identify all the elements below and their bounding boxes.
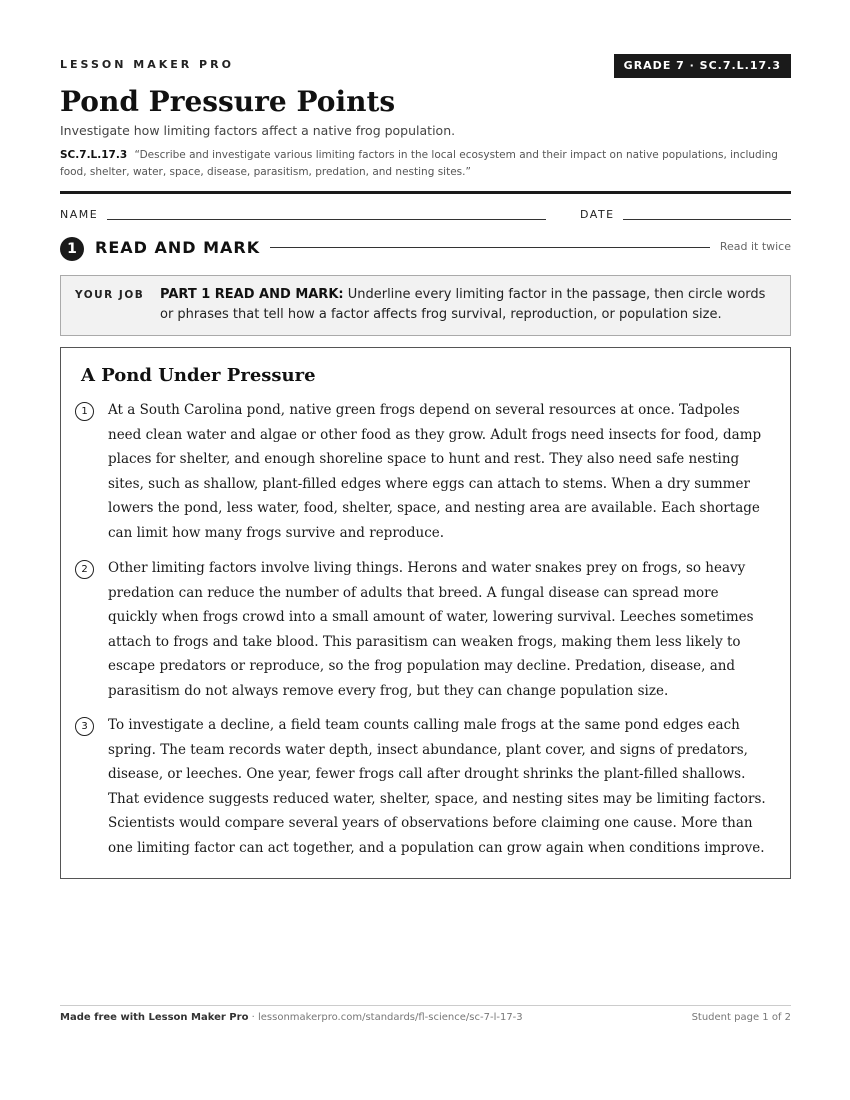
footer-divider [60,1005,791,1006]
standard-description [60,147,791,181]
page-subtitle: Investigate how limiting factors affect a native frog population. [60,123,456,138]
standard-text: “Describe and investigate various limiting factors in the local ecosystem and their impact on native populations, including food, shelter, water, space, disease, parasitism, predation, and nesting sites.” [60,149,778,178]
date-label: DATE [580,208,615,221]
worksheet-page [60,0,791,1100]
footer-separator: · [248,1012,258,1023]
name-field[interactable] [107,219,546,220]
instructions-body: Underline every limiting factor in the passage, then circle words or phrases that tell how a factor affects frog survival, reproduction, or population size. [160,287,766,322]
passage-paragraph: At a South Carolina pond, native green frogs depend on several resources at once. Tadpoles need clean water and algae or other food as they grow. Adult frogs need insects for food, damp places for shelter, and enough shoreline space to hunt and rest. They also need safe nesting sites, such as shallow, plant-filled edges where eggs can attach to stems. When a dry summer lowers the pond, less water, food, shelter, space, and nesting area are available. Each shortage can limit how many frogs survive and reproduce. [108,402,762,541]
standard-code: SC.7.L.17.3 [60,149,128,161]
paragraph-number: 3 [75,717,94,736]
section-title: READ AND MARK [95,238,261,257]
instructions-text [160,285,775,325]
header-divider [60,191,791,194]
brand-name: LESSON MAKER PRO [60,58,234,71]
section-number-badge: 1 [60,237,84,261]
paragraph-number: 1 [75,402,94,421]
instructions-box [60,275,791,336]
instructions-heading: PART 1 READ AND MARK: [160,287,344,302]
passage-paragraph: To investigate a decline, a field team counts calling male frogs at the same pond edges each spring. The team records water depth, insect abundance, plant cover, and signs of predators, disease, or leeches. One year, fewer frogs call after drought shrinks the plant-filled shallows. That evidence suggests reduced water, shelter, space, and nesting sites may be limiting factors. Scientists would compare several years of observations before claiming one cause. More than one limiting factor can act together, and a population can grow again when conditions improve. [108,717,766,856]
page-title: Pond Pressure Points [60,85,396,118]
grade-badge: GRADE 7 · SC.7.L.17.3 [614,54,791,78]
paragraph-number: 2 [75,560,94,579]
section-divider [270,247,710,248]
date-field[interactable] [623,219,791,220]
instructions-label: YOUR JOB [75,289,145,301]
name-label: NAME [60,208,99,221]
footer-credit [60,1012,523,1023]
passage-title: A Pond Under Pressure [81,365,316,386]
footer-page-number: Student page 1 of 2 [691,1012,791,1023]
section-note: Read it twice [719,240,791,253]
reading-passage [60,347,791,879]
passage-paragraph: Other limiting factors involve living things. Herons and water snakes prey on frogs, so heavy predation can reduce the number of adults that breed. A fungal disease can spread more quickly when frogs crowd into a small amount of water, lowering survival. Leeches sometimes attach to frogs and take blood. This parasitism can weaken frogs, making them less likely to escape predators or reproduce, so the frog population may decline. Predation, disease, and parasitism do not always remove every frog, but they can change population size. [108,560,754,699]
footer-url[interactable]: lessonmakerpro.com/standards/fl-science/sc-7-l-17-3 [257,1012,523,1023]
footer-made-with: Made free with Lesson Maker Pro [60,1012,249,1023]
